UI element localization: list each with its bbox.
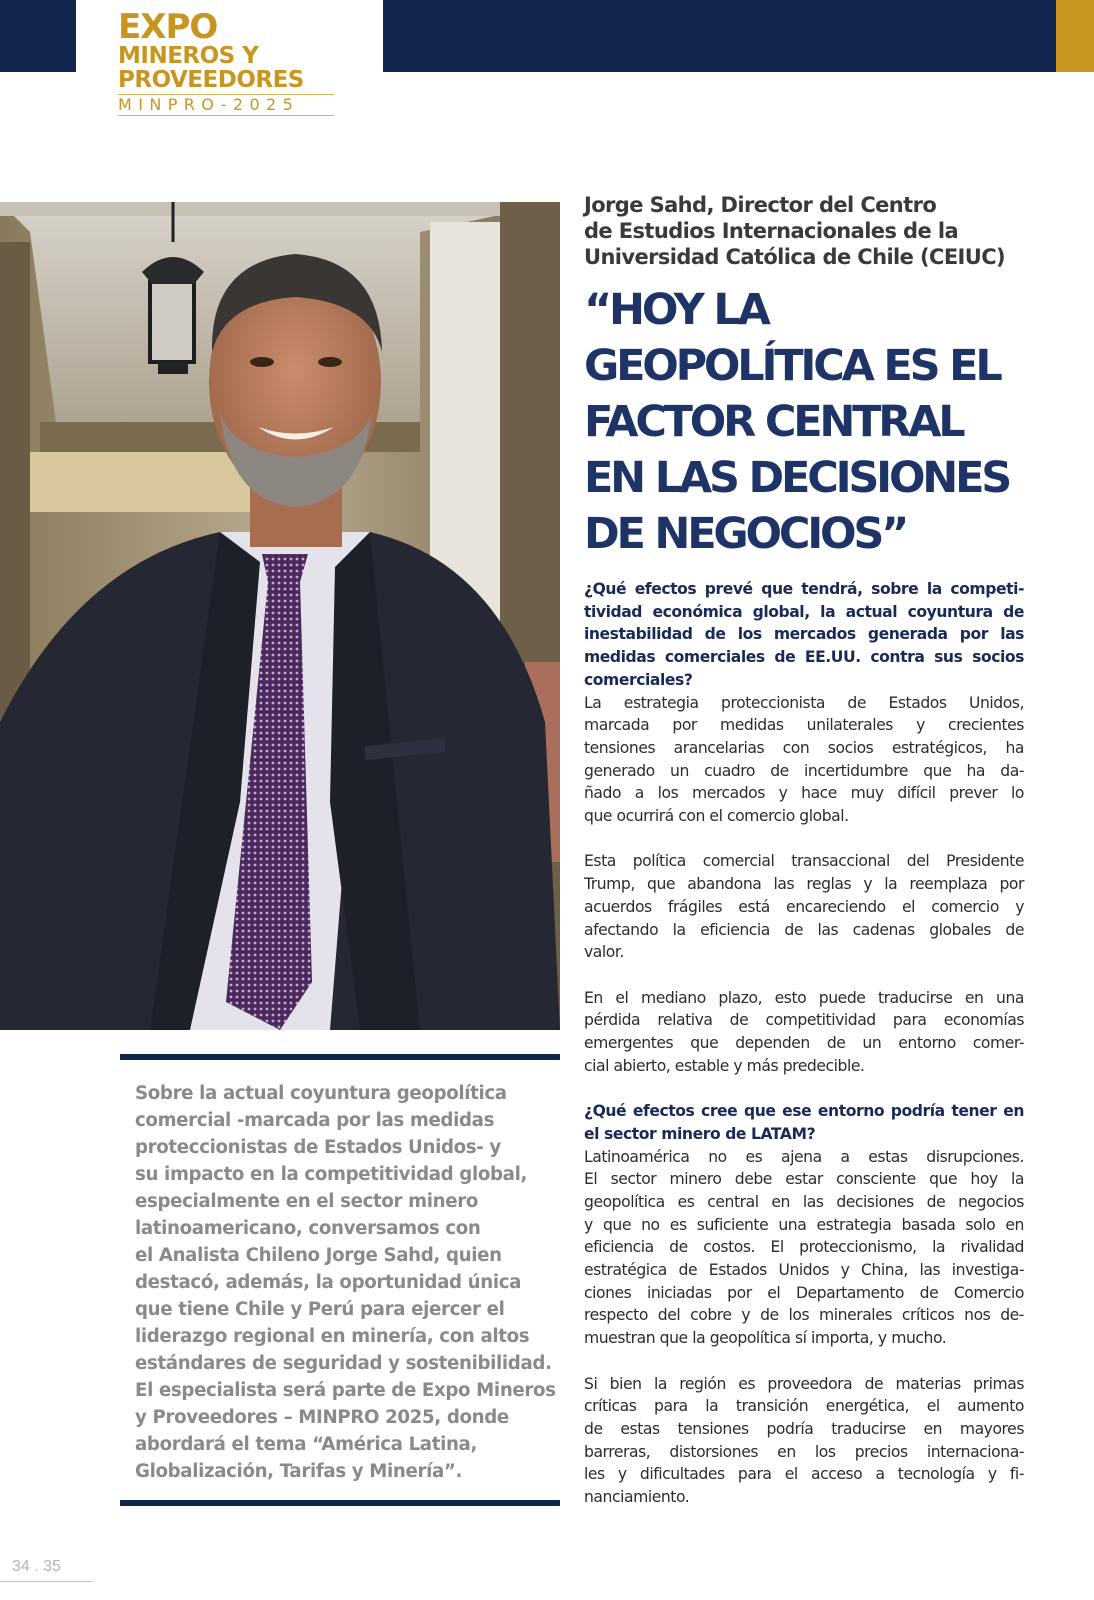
answer-line: críticas para la transición energética, el aumento [584, 1397, 1024, 1416]
question-line: comerciales? [584, 670, 693, 689]
intro-line: comercial -marcada por las medidas [135, 1110, 495, 1131]
byline [584, 192, 1024, 270]
answer-line: eficiencia de costos. El proteccionismo, la rivalidad [584, 1238, 1024, 1257]
answer-line: barreras, distorsiones en los precios internaciona- [584, 1442, 1024, 1461]
answer-line: Si bien la región es proveedora de materias primas [584, 1374, 1024, 1393]
expo-minpro-logo [118, 7, 338, 116]
answer-line: nanciamiento. [584, 1488, 690, 1507]
answer-line: cial abierto, estable y más predecible. [584, 1056, 865, 1075]
answer-1-paragraph-1 [584, 692, 1024, 828]
intro-line: abordará el tema “América Latina, [135, 1434, 478, 1455]
intro-line: latinoamericano, conversamos con [135, 1218, 481, 1239]
question-line: el sector minero de LATAM? [584, 1124, 816, 1143]
intro-line: especialmente en el sector minero [135, 1191, 478, 1212]
question-line: medidas comerciales de EE.UU. contra sus socios [584, 648, 1024, 667]
page-numbers: 34 . 35 [12, 1558, 61, 1575]
answer-line: generado un cuadro de incertidumbre que ha da- [584, 761, 1024, 780]
page-number-underline [0, 1581, 93, 1582]
paragraph-gap [584, 1077, 1024, 1100]
question-1 [584, 578, 1024, 692]
intro-line: liderazgo regional en minería, con altos [135, 1326, 530, 1347]
question-line: ¿Qué efectos prevé que tendrá, sobre la competi- [584, 580, 1024, 598]
answer-line: afectando la eficiencia de las cadenas globales de [584, 920, 1024, 939]
headline-line: “HOY LA [584, 285, 768, 335]
intro-line: destacó, además, la oportunidad única [135, 1272, 522, 1293]
answer-2-paragraph-2 [584, 1373, 1024, 1509]
answer-line: El sector minero debe estar consciente que hoy la [584, 1170, 1024, 1189]
intro-line: Globalización, Tarifas y Minería”. [135, 1461, 463, 1482]
answer-line: que ocurrirá con el comercio global. [584, 807, 849, 826]
answer-line: tensiones arancelarias con socios estratégicos, ha [584, 738, 1024, 757]
paragraph-gap [584, 964, 1024, 987]
answer-line: valor. [584, 943, 624, 962]
question-line: ¿Qué efectos cree que ese entorno podría tener en [584, 1102, 1024, 1121]
header-bar-left [0, 0, 76, 72]
answer-line: muestran que la geopolítica sí importa, y mucho. [584, 1329, 947, 1348]
headline-line: EN LAS DECISIONES [584, 453, 1010, 503]
answer-line: La estrategia proteccionista de Estados Unidos, [584, 693, 1024, 712]
question-line: tividad económica global, la actual coyuntura de [584, 602, 1024, 621]
intro-line: que tiene Chile y Perú para ejercer el [135, 1299, 505, 1320]
intro-paragraph [135, 1080, 560, 1485]
answer-line: y que no es suficiente una estrategia basada solo en [584, 1215, 1024, 1234]
article-body [584, 578, 1024, 1509]
intro-line: proteccionistas de Estados Unidos- y [135, 1137, 501, 1158]
answer-line: marcada por medidas unilaterales y crecientes [584, 716, 1024, 735]
answer-line: ciones iniciadas por el Departamento de Comercio [584, 1283, 1024, 1302]
header-bar-center [383, 0, 1056, 72]
intro-line: y Proveedores – MINPRO 2025, donde [135, 1407, 509, 1428]
byline-line: Jorge Sahd, Director del Centro [584, 193, 937, 217]
intro-divider-bottom [120, 1500, 560, 1506]
answer-1-paragraph-3 [584, 987, 1024, 1078]
logo-line-expo: EXPO [118, 7, 218, 47]
answer-line: ñado a los mercados y hace muy difícil prever lo [584, 784, 1024, 803]
answer-line: Latinoamérica no es ajena a estas disrupciones. [584, 1147, 1024, 1166]
portrait-photo [0, 202, 560, 1030]
answer-1-paragraph-2 [584, 850, 1024, 964]
answer-line: respecto del cobre y de los minerales críticos nos de- [584, 1306, 1024, 1325]
logo-line-mineros: MINEROS Y [118, 43, 259, 69]
answer-2-paragraph-1 [584, 1146, 1024, 1350]
answer-line: Trump, que abandona las reglas y la reemplaza por [584, 875, 1024, 894]
logo-line-proveedores: PROVEEDORES [118, 67, 304, 93]
intro-line: el Analista Chileno Jorge Sahd, quien [135, 1245, 502, 1266]
logo-line-minpro: MINPRO-2025 [118, 95, 300, 114]
paragraph-gap [584, 828, 1024, 851]
intro-divider-top [120, 1054, 560, 1060]
byline-line: Universidad Católica de Chile (CEIUC) [584, 245, 1006, 269]
answer-line: emergentes que dependen de un entorno comer- [584, 1034, 1024, 1053]
headline-line: GEOPOLÍTICA ES EL [584, 341, 1000, 391]
intro-line: su impacto en la competitividad global, [135, 1164, 528, 1185]
answer-line: geopolítica es central en las decisiones de negocios [584, 1192, 1024, 1211]
answer-line: de estas tensiones podría traducirse en mayores [584, 1419, 1024, 1438]
question-line: inestabilidad de los mercados generada por las [584, 625, 1024, 644]
portrait-illustration [0, 202, 560, 1030]
headline [584, 282, 1024, 562]
article-header [584, 192, 1024, 562]
answer-line: pérdida relativa de competitividad para economías [584, 1011, 1024, 1030]
question-2 [584, 1100, 1024, 1145]
intro-line: El especialista será parte de Expo Mineros [135, 1380, 556, 1401]
answer-line: estratégica de Estados Unidos y China, las investiga- [584, 1261, 1024, 1280]
answer-line: Esta política comercial transaccional del Presidente [584, 852, 1024, 871]
paragraph-gap [584, 1350, 1024, 1373]
answer-line: acuerdos frágiles está encareciendo el comercio y [584, 897, 1024, 916]
intro-line: estándares de seguridad y sostenibilidad. [135, 1353, 552, 1374]
answer-line: les y dificultades para el acceso a tecnología y fi- [584, 1465, 1024, 1484]
byline-line: de Estudios Internacionales de la [584, 219, 959, 243]
headline-line: DE NEGOCIOS” [584, 509, 907, 559]
intro-line: Sobre la actual coyuntura geopolítica [135, 1083, 507, 1104]
answer-line: En el mediano plazo, esto puede traducirse en una [584, 988, 1024, 1007]
logo-divider-bottom [118, 115, 334, 116]
headline-line: FACTOR CENTRAL [584, 397, 963, 447]
header-bar-gold-accent [1056, 0, 1094, 72]
